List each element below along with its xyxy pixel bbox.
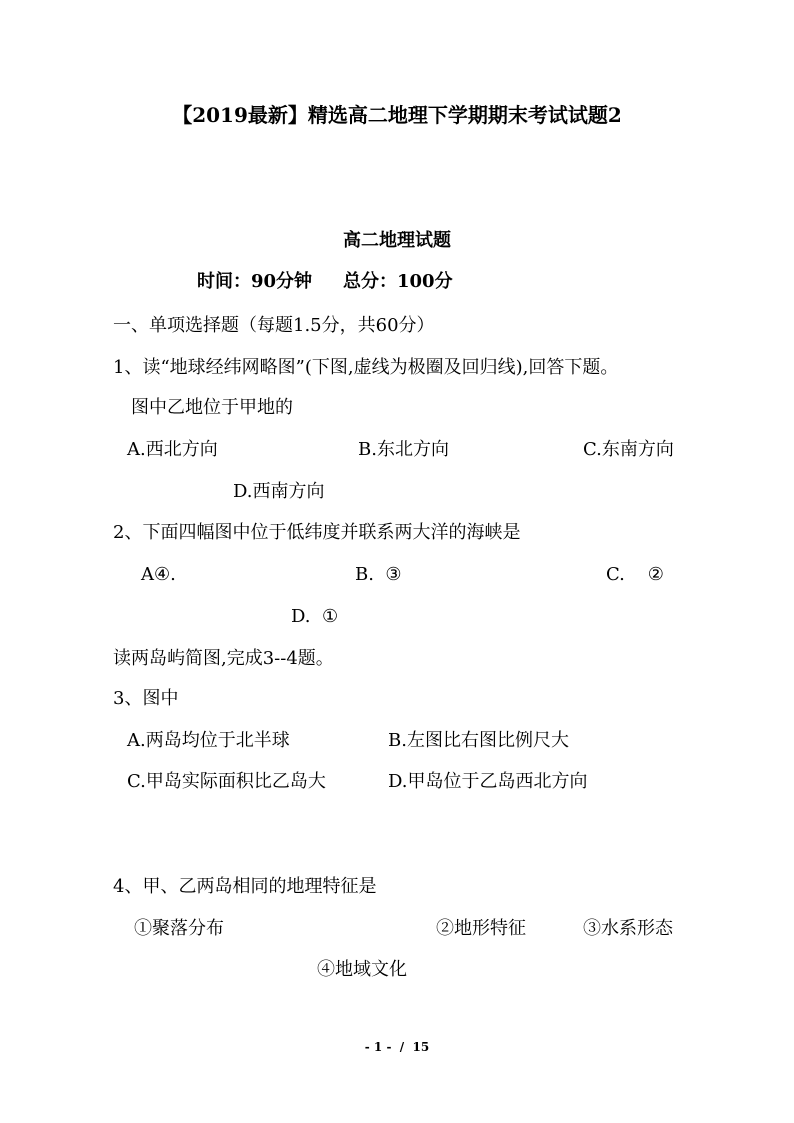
q2-option-a: A④. xyxy=(141,564,176,585)
q3-option-b: B.左图比右图比例尺大 xyxy=(388,730,569,751)
q3-4-intro: 读两岛屿简图,完成3--4题。 xyxy=(113,648,334,669)
q1-option-c: C.东南方向 xyxy=(583,439,674,460)
q2-option-b: B. ③ xyxy=(355,564,402,585)
time-label: 时间：90分钟 xyxy=(197,271,313,292)
document-title: 【2019最新】精选高二地理下学期期末考试试题2 xyxy=(172,103,622,127)
q2-option-c: C. ② xyxy=(606,564,664,585)
q2-option-d: D. ① xyxy=(291,606,339,627)
q4-option-4: ④地域文化 xyxy=(317,959,407,980)
q3-option-c: C.甲岛实际面积比乙岛大 xyxy=(127,771,326,792)
page-indicator: - 1 - / 15 xyxy=(364,1040,430,1054)
q4-option-3: ③水系形态 xyxy=(583,918,673,939)
q1-stem: 1、读“地球经纬网略图”(下图,虚线为极圈及回归线),回答下题。 xyxy=(113,357,619,378)
q2-stem: 2、下面四幅图中位于低纬度并联系两大洋的海峡是 xyxy=(113,522,521,543)
q4-option-1: ①聚落分布 xyxy=(134,918,224,939)
q3-option-a: A.两岛均位于北半球 xyxy=(127,730,290,751)
exam-subtitle: 高二地理试题 xyxy=(343,230,451,251)
q4-option-2: ②地形特征 xyxy=(436,918,526,939)
q3-option-d: D.甲岛位于乙岛西北方向 xyxy=(388,771,588,792)
section-heading: 一、单项选择题（每题1.5分，共60分） xyxy=(113,315,435,336)
q1-option-d: D.西南方向 xyxy=(233,481,325,502)
q1-option-b: B.东北方向 xyxy=(358,439,449,460)
q3-stem: 3、图中 xyxy=(113,688,179,709)
q1-prompt: 图中乙地位于甲地的 xyxy=(131,397,293,418)
score-label: 总分：100分 xyxy=(343,271,453,292)
q4-stem: 4、甲、乙两岛相同的地理特征是 xyxy=(113,876,377,897)
q1-option-a: A.西北方向 xyxy=(127,439,218,460)
